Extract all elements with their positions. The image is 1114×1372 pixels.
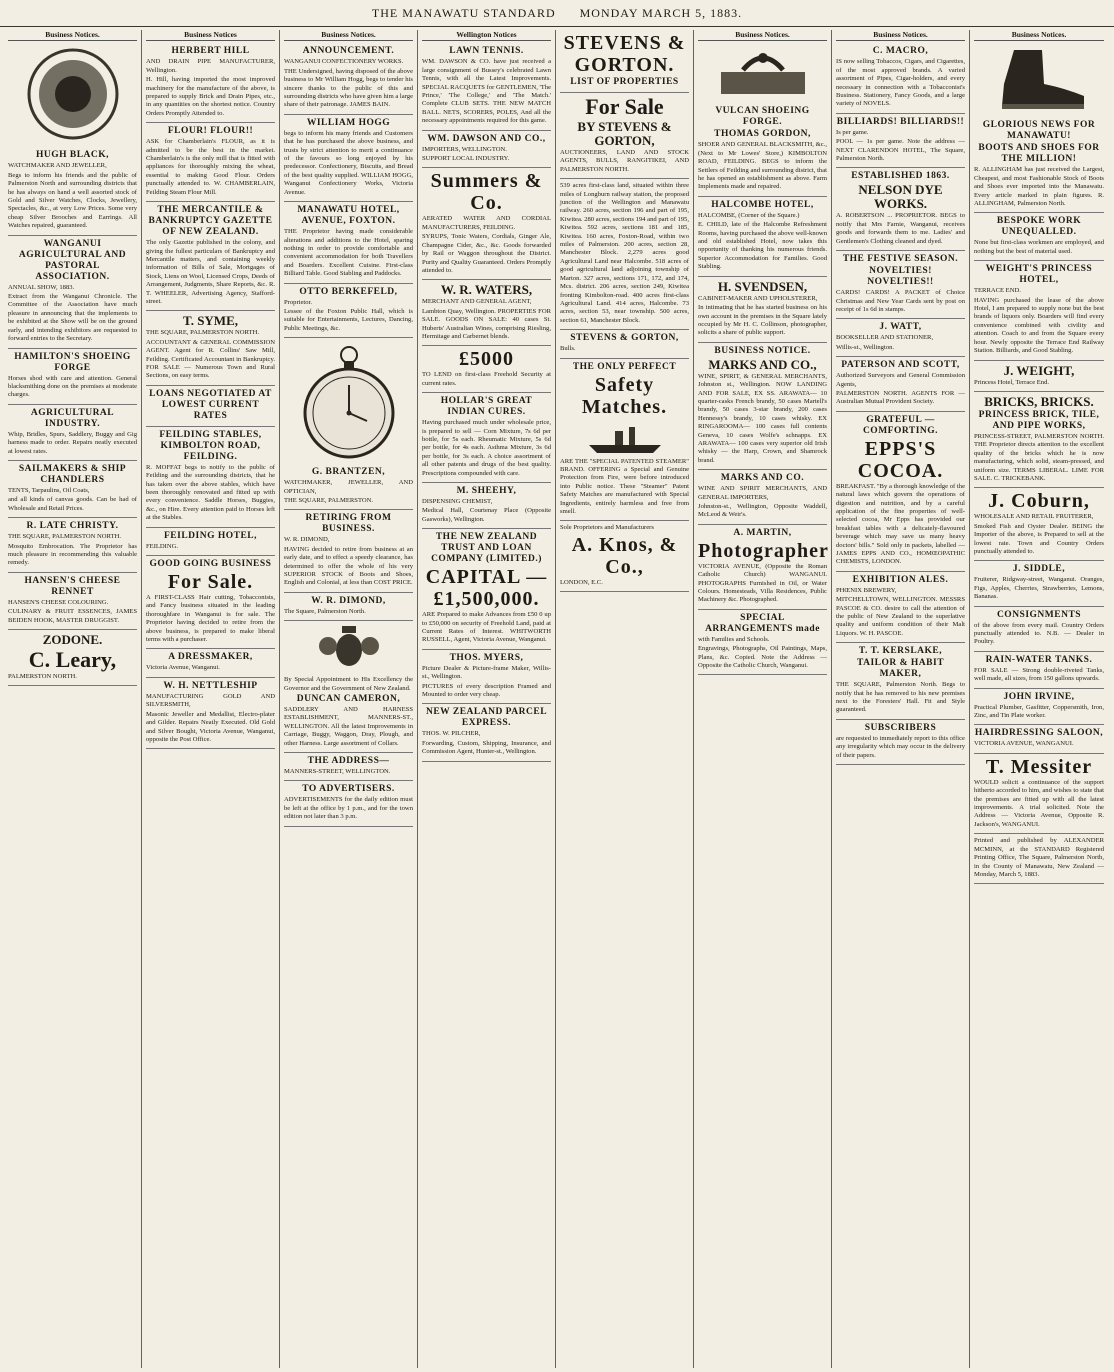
ad-body: THE Proprietor having made considerable alterations and additions to the Hotel, sparing nothing in order to provide comfortable and convenient accommodation for both Travellers and Boarders. Excellent Cuisine. First-class Billiard Table. Good Stabling and Paddocks. — [284, 228, 413, 278]
advertisement — [422, 280, 551, 346]
ad-title: WILLIAM HOGG — [306, 117, 391, 128]
ad-subtitle: AND DRAIN PIPE MANUFACTURER, Wellington. — [146, 58, 275, 74]
ad-title: JOHN IRVINE, — [1003, 691, 1075, 702]
ad-title: HANSEN'S CHEESE RENNET — [24, 575, 121, 597]
ad-title: G. BRANTZEN, — [311, 467, 386, 478]
ad-body: and all kinds of canvas goods. Can be had of Wholesale and Retail Prices. — [8, 496, 137, 512]
ad-body: WINE, SPIRIT, & GENERAL MERCHANTS, Johnston st., Wellington. NOW LANDING AND FOR SALE, EX SS. ARAWATA— 10 quarter-casks French brandy, 50 cases Martell's brandy, 50 cases 3-star brandy, 200 cases Hennessy's brandy, 10 cases whisky. EX RINGAROOMA— 100 cases full contents Geneva, 10 cases Wolfe's schnapps. EX ARAWATA— 100 cases very superior old Irish whisky — the Harp, Crown, and Shamrock brand. — [698, 372, 827, 464]
ad-title: ESTABLISHED 1863. — [851, 171, 950, 182]
advertisement — [284, 673, 413, 753]
advertisement — [284, 43, 413, 114]
advertisement — [560, 359, 689, 522]
ad-subtitle: THE SQUARE, PALMERSTON NORTH. — [146, 329, 259, 337]
ad-body: Forwarding, Custom, Shipping, Insurance, and Commission Agent, Hunter-st., Wellington. — [422, 739, 551, 756]
ad-title: RETIRING FROM BUSINESS. — [305, 513, 392, 535]
advertisement — [146, 386, 275, 427]
advertisement — [146, 43, 275, 123]
ad-title: THE ADDRESS— — [307, 756, 390, 767]
column-4 — [418, 30, 556, 1368]
masthead-title: THE MANAWATU STANDARD — [371, 6, 556, 20]
advertisement — [836, 643, 965, 720]
ad-title: FLOUR! FLOUR!! — [167, 126, 254, 137]
ad-body: SYRUPS, Tonic Waters, Cordials, Ginger Ale, Champagne Cider, &c., &c. Goods forwarded by Rail or Waggon throughout the District. Purity and Quality Guaranteed. Orders Promptly attended to. — [422, 233, 551, 274]
advertisement — [284, 284, 413, 339]
ad-title: ANNOUNCEMENT. — [302, 46, 395, 57]
column-heading: Business Notices. — [974, 30, 1104, 41]
advertisement — [8, 405, 137, 461]
column-heading: Business Notices. — [284, 30, 413, 41]
advertisement — [8, 147, 137, 235]
advertisement — [284, 202, 413, 283]
ad-body: WM. DAWSON & CO. have just received a large consignment of Bussey's celebrated Lawn Tennis, with all the Latest Improvements. SPECIAL RACQUETS for GENTLEMEN, 'The Prince,' 'The College,' and 'The Match.' Complete CLUB SETS. THE NEW MATCH BALL. NETS, SCORERS, POLES, And all the necessary appointments required for this game. — [422, 58, 551, 125]
ad-title: OTTO BERKEFELD, — [299, 286, 398, 297]
advertisement — [698, 103, 827, 196]
ad-body: THE SQUARE, PALMERSTON. — [284, 496, 374, 504]
ad-body: PALMERSTON NORTH. AGENTS FOR — Australian Mutual Provident Society. — [836, 389, 965, 406]
ad-body: THE Undersigned, having disposed of the above business to Mr William Hogg, begs to tender his sincere thanks to the public of this and surrounding districts who have given him a large share of their patronage. JAMES BAIN. — [284, 67, 413, 109]
ad-subtitle: TAILOR & HABIT MAKER, — [856, 658, 945, 680]
ad-subtitle: ANNUAL SHOW, 1883. — [8, 283, 75, 291]
ad-subtitle: WANGANUI CONFECTIONERY WORKS. — [284, 58, 404, 66]
ad-title: GOOD GOING BUSINESS — [149, 559, 272, 570]
ad-subtitle: BOOTS AND SHOES FOR THE MILLION! — [978, 143, 1100, 165]
ad-body: SADDLERY AND HARNESS ESTABLISHMENT, MANNERS-ST., WELLINGTON. All the latest Improvements in Carriage, Buggy, Waggon, Dray, Plough, and other Harness. Large assortment of Collars. — [284, 706, 413, 747]
ad-subtitle: HALCOMBE, (Corner of the Square.) — [698, 211, 800, 219]
ad-body: Lessee of the Foxton Public Hall, which is suitable for Entertainments, Lectures, Dancing, Public Meetings, &c. — [284, 307, 413, 332]
ad-title: WEIGHT'S PRINCESS HOTEL, — [985, 264, 1093, 286]
advertisement — [974, 652, 1104, 689]
advertisement — [422, 43, 551, 130]
advertisement — [974, 689, 1104, 726]
ad-body: MITCHELLTOWN, WELLINGTON. MESSRS PASCOE & CO. desire to call the attention of the public of New Zealand to the superlative quality and uniform condition of their Malt Liquors. W. H. PASCOE. — [836, 596, 965, 637]
ad-subtitle: The Square, Palmerston North. — [284, 607, 366, 615]
ad-subtitle: Picture Dealer & Picture-frame Maker, Willis-st., Wellington. — [422, 664, 551, 681]
ad-body: VICTORIA AVENUE, (Opposite the Roman Catholic Church) WANGANUI. PHOTOGRAPHS Furnished in Oil, or Water Colours. Homesteads, Villa Residences, Public Machinery &c. Photographed. — [698, 562, 827, 604]
advertisement — [422, 393, 551, 483]
ad-body: A FIRST-CLASS Hair cutting, Tobacconists, and Fancy business situated in the leading thoroughfare in Wanganui is for sale. The Proprietor having decided to retire from the above business, is prepared to make liberal terms with a purchaser. — [146, 594, 275, 644]
columns — [4, 30, 1110, 1368]
advertisement — [422, 704, 551, 761]
ad-body: Willis-st., Wellington. — [836, 343, 895, 351]
column-heading: Business Notices. — [836, 30, 965, 41]
ad-subtitle: For Sale. — [167, 571, 254, 594]
ad-title: J. WEIGHT, — [1003, 362, 1075, 378]
column-heading: Business Notices. — [698, 30, 827, 41]
ad-title: HOLLAR'S GREAT INDIAN CURES. — [440, 396, 533, 418]
ad-title: GLORIOUS NEWS FOR MANAWATU! — [982, 120, 1096, 142]
ad-body: CARDS! CARDS! A PACKET of Choice Christmas and New Year Cards sent by post on receipt of 1s 6d in stamps. — [836, 289, 965, 313]
ad-subtitle: FEILDING. — [146, 542, 179, 550]
ad-body: In intimating that he has started business on his own account in the premises in the Square lately occupied by Mr H. C. Collinson, photographer, solicits a share of public support. — [698, 304, 827, 337]
ad-body: Mosquito Embrocation. The Proprietor has much pleasure in recommending this valuable remedy. — [8, 542, 137, 567]
ad-body: AUCTIONEERS, LAND AND STOCK AGENTS, BULLS, RANGITIKEI, AND PALMERSTON NORTH. — [560, 149, 689, 173]
ad-subtitle: Victoria Avenue, Wanganui. — [146, 664, 220, 672]
advertisement — [146, 678, 275, 749]
ad-title: BILLIARDS! BILLIARDS!! — [836, 116, 965, 127]
ad-title: HERBERT HILL — [171, 46, 250, 57]
ad-title: NEW ZEALAND PARCEL EXPRESS. — [425, 707, 548, 729]
advertisement — [698, 470, 827, 525]
ad-title: THE ONLY PERFECT — [572, 361, 677, 372]
advertisement — [698, 277, 827, 343]
ad-subtitle: DUNCAN CAMERON, — [296, 694, 401, 705]
advertisement — [836, 251, 965, 319]
advertisement — [974, 361, 1104, 392]
ad-title: BUSINESS NOTICE. — [714, 345, 811, 356]
column-heading: Business Notices — [146, 30, 275, 41]
ad-subtitle: Is per game. — [836, 128, 869, 136]
ad-body: Lambton Quay, Wellington. PROPERTIES FOR SALE. GOODS ON SALE: 40 cases St. Huberts' Australian Wines, comprising Riesling, Hermitage and Carbernet blends. — [422, 307, 551, 340]
ad-title: BESPOKE WORK UNEQUALLED. — [996, 216, 1082, 238]
masthead-date: MONDAY MARCH 5, 1883. — [579, 6, 743, 20]
advertisement — [836, 572, 965, 643]
ad-body: Horses shod with care and attention. General blacksmithing done on the premises at moderate charges. — [8, 374, 137, 399]
ad-title: J. SIDDLE, — [1012, 564, 1066, 575]
boot-illustration — [984, 44, 1094, 114]
advertisement — [422, 168, 551, 280]
ad-title: HAMILTON'S SHOEING FORGE — [14, 351, 131, 373]
ad-subtitle: MERCHANT AND GENERAL AGENT, — [422, 298, 532, 306]
ad-body: Johnston-st., Wellington, Opposite Waddell, McLeod & Weir's. — [698, 503, 827, 519]
advertisement — [284, 781, 413, 826]
ad-title: By Special Appointment to His Excellency the Governor and the Government of New Zealand. — [284, 676, 413, 692]
advertisement — [146, 202, 275, 311]
ad-body: THE SQUARE, Palmerston North. Begs to notify that he has removed to his new premises next to the Foresters' Hall. Fit and Style guaranteed. — [836, 681, 965, 714]
ad-body: Begs to inform his friends and the public of Palmerston North and surrounding districts that he has always on hand a well assorted stock of Gold and Silver Watches, Clocks, Jewellery, Spectacles, &c., at very Low Prices. Some very cheap Silver Brooches and Earrings. All Watches repaired, guaranteed. — [8, 171, 137, 230]
ad-title: C. MACRO, — [872, 46, 929, 57]
ad-body: HAVING purchased the lease of the above Hotel, I am prepared to supply none but the best brands of liquors only. Boarders will find every convenience combined with civility and attention. Coach to and from the Square every hour. Newly opposite the Terrace End Railway Station. Billiards, and Good Stabling. — [974, 296, 1104, 355]
ad-title: STEVENS & GORTON, — [570, 333, 679, 344]
ad-body: ARE THE "SPECIAL PATENTED STEAMER" BRAND. OFFERING a Special and Genuine Protection from Fire, were before introduced into Public notice. These "Steamer" Patent Safety Matches are manufactured with Special Ingredients, entirely harmless and free from smell. — [560, 457, 689, 515]
ad-body: PICTURES of every description Framed and Mounted to order very cheap. — [422, 682, 551, 699]
ad-title: J. Coburn, — [988, 490, 1090, 513]
ad-body: HAVING decided to retire from business at an early date, and to effect a speedy clearance, has determined to offer the whole of his very SUPERIOR STOCK of Boots and Shoes, English and Colonial, at less than COST PRICE. — [284, 545, 413, 587]
ad-title: A. MARTIN, — [733, 527, 792, 538]
ad-title: HUGH BLACK, — [35, 150, 110, 161]
ad-subtitle: TO LEND on first-class Freehold Security at current rates. — [422, 371, 551, 387]
ad-subtitle: C. Leary, — [28, 647, 117, 672]
ad-title: THE FESTIVE SEASON. — [842, 254, 959, 265]
ad-subtitle: BOOKSELLER AND STATIONER, — [836, 334, 934, 342]
ad-body: Engravings, Photographs, Oil Paintings, Maps, Plans, &c. Copied. Note the Address — Opposite the Catholic Church, Wanganui. — [698, 645, 827, 670]
advertisement — [146, 649, 275, 677]
advertisement — [8, 461, 137, 518]
ad-subtitle: WATCHMAKER AND JEWELLER, — [8, 162, 107, 170]
ad-subtitle: MANNERS-STREET, WELLINGTON. — [284, 768, 391, 776]
advertisement — [284, 593, 413, 621]
ad-subtitle: Authorized Surveyors and General Commission Agents, — [836, 372, 965, 388]
column-7 — [832, 30, 970, 1368]
ad-title: Sole Proprietors and Manufacturers — [560, 524, 654, 532]
ad-title: STEVENS & GORTON. — [563, 32, 686, 76]
ad-subtitle: TERRACE END. — [974, 287, 1021, 295]
ad-title: MARKS AND CO. — [720, 473, 805, 484]
advertisement — [974, 261, 1104, 360]
advertisement — [836, 720, 965, 765]
ad-body: of the above from every mail. Country Orders punctually attended to. N.B. — Dealer in Poultry. — [974, 621, 1104, 646]
ad-title: PATERSON AND SCOTT, — [841, 360, 960, 371]
ad-title: HAIRDRESSING SALOON, — [974, 728, 1104, 739]
ad-subtitle: BY STEVENS & GORTON, — [577, 119, 672, 148]
ad-subtitle: EPPS'S COCOA. — [857, 437, 944, 482]
ad-title: W. R. DIMOND, — [311, 595, 386, 606]
ad-body: ASK for Chamberlain's FLOUR, as it is admitted to be the best in the market. Chamberlain's is the only mill that is fitted with appliances for thoroughly mixing the wheat, essential to making Good Flour. Orders punctually attended to. W. CHAMBERLAIN, Feilding Steam Flour Mill. — [146, 138, 275, 196]
ad-body: R. ALLINGHAM has just received the Largest, Cheapest, and most Fashionable Stock of Boots and Shoes ever imported into the Manawatu. Every article marked in plain figures. R. ALLINGHAM, Palmerston North. — [974, 166, 1104, 208]
column-1 — [4, 30, 142, 1368]
ad-body: IS now selling Tobaccos, Cigars, and Cigarettes, of the most approved brands. A varied assortment of Pipes, Cigar-holders, and every necessary in connection with a Tobacconist's Business. Stationery, Fancy Goods, and a large variety of NOVELS. — [836, 58, 965, 108]
ad-title: SUBSCRIBERS — [864, 722, 937, 733]
column-heading: Business Notices. — [8, 30, 137, 41]
ad-title: THOS. MYERS, — [449, 652, 524, 663]
ad-subtitle: LIST OF PROPERTIES — [570, 77, 679, 87]
ad-subtitle: Princess Hotel, Terrace End. — [974, 378, 1050, 386]
ad-body: PRINCESS-STREET, PALMERSTON NORTH. THE Proprietor directs attention to the excellent quality of the bricks which he is now manufacturing, which solid, steam-pressed, and uniform size. TERMS LIBERAL. LIME FOR SALE. C. TRICKEBANK. — [974, 432, 1104, 482]
advertisement — [698, 343, 827, 470]
ad-subtitle: with Families and Schools. — [698, 635, 770, 643]
ad-subtitle: IMPORTERS, WELLINGTON. — [422, 145, 507, 153]
ad-subtitle: MANUFACTURING GOLD AND SILVERSMITH, — [146, 692, 275, 709]
masthead — [0, 0, 1114, 27]
ad-subtitle: PRINCESS BRICK, TILE, AND PIPE WORKS, — [978, 409, 1100, 431]
ad-body: WOULD solicit a continuance of the support hitherto accorded to him, and wishes to state that the premises are fitted up with all the latest improvements. A trial solicited. Note the Address — Victoria Avenue, Opposite R. Jackson's, WANGANUI. — [974, 778, 1104, 828]
ad-body: Practical Plumber, Gasfitter, Coppersmith, Iron, Zinc, and Tin Plate worker. — [974, 703, 1104, 720]
ad-title: HALCOMBE HOTEL, — [711, 199, 814, 210]
column-heading: Wellington Notices — [422, 30, 551, 41]
advertisement — [698, 525, 827, 610]
ad-title: WANGANUI AGRICULTURAL AND PASTORAL ASSOCIATION. — [18, 238, 127, 282]
ad-title: T. SYME, — [182, 313, 238, 329]
advertisement — [974, 725, 1104, 753]
ad-subtitle: THOMAS GORDON, — [714, 129, 811, 140]
ad-subtitle: MARKS AND CO., — [708, 356, 817, 372]
advertisement — [974, 392, 1104, 488]
ad-title: R. LATE CHRISTY. — [26, 521, 119, 532]
ad-title: BRICKS, BRICKS. — [984, 393, 1094, 409]
ad-body: Extract from the Wanganui Chronicle. The Committee of the Association have much pleasure in announcing that the implements to be exhibited at the Show will be on the ground early, and intending exhibitors are requested to forward entries to the Secretary. — [8, 293, 137, 343]
royal-coat-of-arms-illustration — [314, 624, 384, 670]
ad-title: SPECIAL ARRANGEMENTS made — [705, 612, 820, 634]
ad-body: CULINARY & FRUIT ESSENCES, JAMES BEIDEN HOOK, MASTER DRUGGIST. — [8, 608, 137, 624]
ad-body: are requested to immediately report to this office any irregularity which may occur in the delivery of their papers. — [836, 734, 965, 759]
advertisement — [560, 330, 689, 358]
ad-subtitle: W. R. DIMOND, — [284, 536, 330, 544]
ad-title: VULCAN SHOEING FORGE. — [715, 106, 810, 128]
ad-subtitle: VICTORIA AVENUE, WANGANUI. — [974, 740, 1074, 748]
ad-body: POOL — 1s per game. Note the address — NEXT CLARENDON HOTEL, The Square, Palmerston North. — [836, 138, 965, 163]
ad-title: AGRICULTURAL INDUSTRY. — [30, 407, 115, 429]
ad-body: Having purchased much under wholesale price, is prepared to sell — Corn Mixture, 7s 6d per bottle, for 5s each. Rheumatic Mixture, 5s 6d per bottle, for 4s each. Asthma Mixture, 3s 6d per bottle, for 3s each. A choice assortment of all other patents and drugs of the best quality. Prescriptions compounded with care. — [422, 419, 551, 477]
ad-subtitle: Photographer — [698, 539, 829, 562]
ad-body: The only Gazette published in the colony, and giving the fullest particulars of Bankruptcy and Mercantile matters, and containing weekly information of Bills of Sale, Mortgages of Stock, Liens on Wool, Licensed Crops, Deeds of Arrangement, Judgments, Share Reports, &c. R. T. WHEELER, Advertising Agency, Stafford-street. — [146, 239, 275, 305]
ad-title: For Sale — [585, 94, 664, 119]
ad-subtitle: Proprietor. — [284, 298, 313, 306]
ad-body: ARE Prepared to make Advances from £50 0 up to £50,000 on security of Freehold Land, paid at Current Rates of Interest. WHITWORTH RUSSELL, Agent, Victoria Avenue, Wanganui. — [422, 611, 551, 644]
ad-title: W. R. WATERS, — [440, 282, 533, 298]
advertisement — [284, 115, 413, 202]
ad-subtitle: THOS. W. PILCHER, — [422, 730, 481, 738]
advertisement — [560, 179, 689, 330]
ad-subtitle: CABINET-MAKER AND UPHOLSTERER, — [698, 294, 818, 302]
ad-title: J. WATT, — [879, 322, 922, 333]
advertisement — [974, 561, 1104, 606]
ad-title: LOANS NEGOTIATED AT LOWEST CURRENT RATES — [149, 388, 272, 421]
ad-body: ADVERTISEMENTS for the daily edition must be left at the office by 1 p.m., and for the town edition not later than 3 p.m. — [284, 796, 413, 821]
advertisement — [8, 518, 137, 573]
ad-title: TO ADVERTISERS. — [302, 784, 395, 795]
advertisement — [974, 754, 1104, 834]
advertisement — [8, 236, 137, 349]
advertisement — [284, 510, 413, 592]
advertisement — [146, 427, 275, 528]
advertisement — [698, 610, 827, 676]
ad-title: THE MERCANTILE & BANKRUPTCY GAZETTE OF NEW ZEALAND. — [148, 205, 273, 238]
advertisement — [422, 650, 551, 705]
ad-title: T. Messiter — [985, 755, 1093, 778]
ad-subtitle: CAPITAL — £1,500,000. — [425, 566, 548, 611]
advertisement — [146, 123, 275, 202]
ad-subtitle: NOVELTIES! NOVELTIES!! — [867, 266, 934, 288]
advertisement — [284, 464, 413, 510]
ad-body: Medical Hall, Courtenay Place (Opposite Gasworks), Wellington. — [422, 507, 551, 523]
ad-title: FEILDING STABLES, KIMBOLTON ROAD, FEILDING. — [159, 429, 262, 462]
ad-title: RAIN-WATER TANKS. — [985, 654, 1093, 665]
ad-body: SUPPORT LOCAL INDUSTRY. — [422, 155, 510, 163]
ad-title: WM. DAWSON AND CO., — [427, 133, 546, 144]
ad-subtitle: WATCHMAKER, JEWELLER, AND OPTICIAN, — [284, 479, 413, 495]
advertisement — [836, 168, 965, 251]
advertisement — [974, 117, 1104, 213]
ad-title: H. SVENDSEN, — [717, 278, 808, 294]
advertisement — [8, 630, 137, 686]
ad-body: Smoked Fish and Oyster Dealer. BEING the Importer of the above, is Prepared to sell at the lowest rate. Town and Country Orders punctually attended to. — [974, 522, 1104, 555]
ad-title: EXHIBITION ALES. — [852, 574, 949, 585]
advertisement — [560, 30, 689, 93]
advertisement — [836, 319, 965, 357]
ad-body: SHOER AND GENERAL BLACKSMITH, &c., (Next to Mr Lowes' Store,) KIMBOLTON ROAD, FEILDING. BEGS to inform the Settlers of Feilding and surrounding district, that he has opened an establishment as above. Farm Implements made and repaired. — [698, 141, 827, 191]
ad-title: ZODONE. — [42, 632, 103, 647]
ad-body: A. ROBERTSON ... PROPRIETOR. BEGS to notify that Mrs Farnie, Wanganui, receives goods and forwards them to me. Ladies' and Gentlemen's Clothing cleaned and dyed. — [836, 212, 965, 245]
ad-subtitle: WINE AND SPIRIT MERCHANTS, AND GENERAL IMPORTERS, — [698, 485, 827, 501]
advertisement — [974, 213, 1104, 261]
ad-title: FEILDING HOTEL, — [163, 530, 258, 541]
advertisement — [146, 556, 275, 649]
advertisement — [146, 311, 275, 385]
ad-body: FOR SALE — Strong double-riveted Tanks, well made, all sizes, from 150 gallons upwards. — [974, 666, 1104, 683]
ad-body: Fruiterer, Ridgway-street, Wanganui. Oranges, Figs, Apples, Cherries, Strawberries, Lemons, Bananas. — [974, 576, 1104, 601]
column-6 — [694, 30, 832, 1368]
ad-subtitle: THE SQUARE, PALMERSTON NORTH. — [8, 533, 121, 541]
column-2 — [142, 30, 280, 1368]
column-8 — [970, 30, 1108, 1368]
pocket-watch-illustration — [301, 341, 397, 461]
advertisement — [422, 131, 551, 169]
advertisement — [8, 349, 137, 405]
seal-stamp-illustration — [18, 44, 128, 144]
ad-body: begs to inform his many friends and Customers that he has purchased the above business, and trusts by strict attention to merit a continuance of the favours so long enjoyed by his predecessor. Confectionery, Biscuits, and Bread of the best quality supplied. WILLIAM HOGG, Wanganui Confectionery Works, Victoria Avenue. — [284, 129, 413, 196]
ad-title: T. T. KERSLAKE, — [858, 646, 943, 657]
ad-body: None but first-class workmen are employed, and nothing but the best of material used. — [974, 239, 1104, 255]
advertisement — [836, 412, 965, 572]
ad-body: Masonic Jeweller and Medallist, Electro-plater and Gilder. Repairs Neatly Executed. Old Gold and Silver Bought, Victoria Avenue, Wanganui, opposite the Post Office. — [146, 710, 275, 743]
ad-body: ACCOUNTANT & GENERAL COMMISSION AGENT. Agent for R. Collins' Saw Mill, Feilding. Certificated Accountant in Bankruptcy. FOR SALE — Numerous Town and Rural Sections, on easy terms. — [146, 338, 275, 380]
advertisement — [560, 521, 689, 592]
ad-title: GRATEFUL — COMFORTING. — [862, 414, 939, 436]
ad-body: PALMERSTON NORTH. — [8, 673, 77, 680]
ad-title: W. H. NETTLESHIP — [163, 680, 258, 691]
column-5 — [556, 30, 694, 1368]
advertisement — [146, 528, 275, 556]
ad-body: H. Hill, having imported the most improved machinery for the manufacture of the above, is prepared to supply Brick and Drain Pipes, etc., in any quantities on the shortest notice. Country Orders Promptly Attended to. — [146, 76, 275, 117]
advertisement — [698, 197, 827, 277]
ad-title: £5000 — [459, 348, 514, 371]
ad-title: Summers & Co. — [430, 170, 543, 215]
ad-title: M. SHEEHY, — [456, 486, 517, 496]
advertisement — [836, 114, 965, 169]
ad-body: 539 acres first-class land, situated within three miles of Longburn railway station, the proposed junction of the Wellington and Manawatu railway. 260 acres, section 196 and part of 195, Kiwitea. 280 acres, sections 194 and part of 195, Kiwitea. 592 acres, sections 181 and 185, Kiwitea. 160 acres, Foxton-Road, within two miles of Palmerston. 200 acres, section 28, Manchester Block. 2,279 acres good Agricultural Land near Halcombe. 518 acres of good agricultural land adjoining township of Marton. 327 acres, sections 171, 172, and 174, Mcs. district. 206 acres, section 249, Kiwitea fronting Kimbolton-road. 400 acres first-class Agricultural Land. 414 acres, Halcombe. 73 acres, section 53, near township. 500 acres, section 61, Manchester Block. — [560, 182, 689, 324]
ad-body: E. CHILD, late of the Halcombe Refreshment Rooms, having purchased the above well-known and old established Hotel, now takes this opportunity of thanking his numerous friends. Superior Accommodation for Families. Good Stabling. — [698, 221, 827, 271]
advertisement — [836, 357, 965, 412]
ad-subtitle: A. Knos, & Co., — [571, 533, 678, 578]
ad-subtitle: HANSEN'S CHEESE COLOURING. — [8, 598, 109, 606]
ad-title: SAILMAKERS & SHIP CHANDLERS — [18, 463, 127, 485]
advertisement — [422, 529, 551, 650]
ad-title: LAWN TENNIS. — [449, 46, 524, 57]
ad-subtitle: WHOLESALE AND RETAIL FRUITERER, — [974, 513, 1094, 521]
ad-body: BREAKFAST. "By a thorough knowledge of the natural laws which govern the operations of digestion and nutrition, and by a careful application of the fine properties of well-selected cocoa, Mr Epps has provided our breakfast tables with a delicately-flavoured beverage which may save us many heavy doctors' bills." Sold only in packets, labelled — JAMES EPPS AND CO., HOMŒOPATHIC CHEMISTS, LONDON. — [836, 482, 965, 566]
advertisement — [422, 483, 551, 529]
ad-subtitle: DISPENSING CHEMIST, — [422, 498, 493, 505]
horseshoe-forge-illustration — [713, 44, 813, 100]
ad-body: Whip, Bridles, Spurs, Saddlery, Buggy and Gig harness made to order. Repairs neatly executed at lowest rates. — [8, 430, 137, 455]
steamer-ship-illustration — [585, 421, 665, 455]
ad-title: A DRESSMAKER, — [168, 652, 253, 663]
ad-subtitle: TENTS, Tarpaulins, Oil Coats, — [8, 486, 90, 494]
imprint — [974, 834, 1104, 884]
advertisement — [284, 753, 413, 781]
ad-title: CONSIGNMENTS — [996, 609, 1082, 620]
ad-subtitle: AERATED WATER AND CORDIAL MANUFACTURERS, FEILDING. — [422, 215, 551, 231]
ad-title: MANAWATU HOTEL, AVENUE, FOXTON. — [297, 205, 400, 227]
column-3 — [280, 30, 418, 1368]
ad-body: LONDON, E.C. — [560, 578, 603, 586]
ad-subtitle: Safety Matches. — [581, 373, 668, 418]
ad-subtitle: NELSON DYE WORKS. — [858, 182, 943, 212]
ad-subtitle: Bulls. — [560, 345, 576, 353]
advertisement — [422, 346, 551, 393]
advertisement — [836, 43, 965, 113]
advertisement — [8, 573, 137, 630]
advertisement — [974, 607, 1104, 652]
ad-title: THE NEW ZEALAND TRUST AND LOAN COMPANY (LIMITED.) — [431, 532, 542, 565]
ad-subtitle: PHŒNIX BREWERY, — [836, 586, 897, 594]
ad-body: R. MOFFAT begs to notify to the public of Feilding and the surrounding districts, that he has taken over the above stables, which have been thoroughly renovated and fitted up with every convenience. Saddle Horses, Buggies, &c., on Hire. Every attention paid to Horses left at the Stables. — [146, 463, 275, 522]
advertisement — [974, 488, 1104, 561]
imprint-text: Printed and published by ALEXANDER MCMINN, at the STANDARD Registered Printing Office, The Square, Palmerston North, in the County of Manawatu, New Zealand — Monday, March 5, 1883. — [974, 837, 1104, 878]
advertisement — [560, 93, 689, 179]
